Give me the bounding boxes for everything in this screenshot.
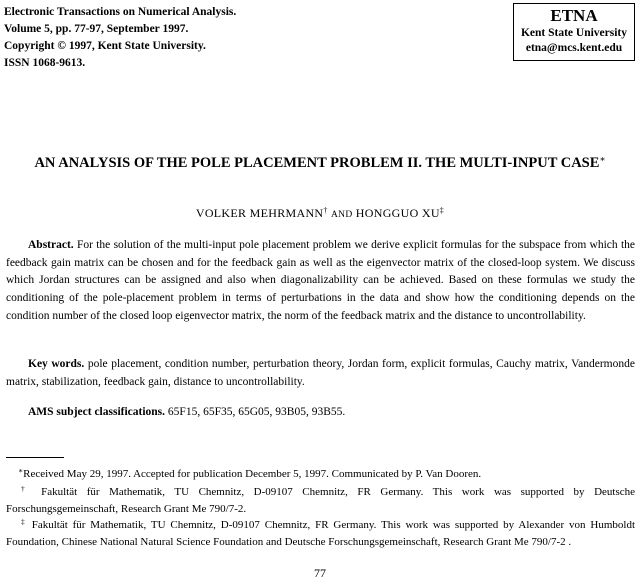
footnote-2-text: Fakultät für Mathematik, TU Chemnitz, D-09107 Chemnitz, FR Germany. This work was supported by Deutsche Forschungsgemeinschaft, Research Grant Me 790/7-2. — [6, 486, 636, 515]
journal-info — [4, 4, 236, 72]
etna-email[interactable]: etna@mcs.kent.edu — [525, 42, 623, 54]
etna-title: ETNA — [550, 6, 598, 25]
author-1-mark: † — [323, 206, 328, 215]
footnote-2-mark: † — [21, 484, 32, 493]
etna-box — [513, 3, 635, 61]
keywords-label: Key words. — [28, 358, 85, 370]
paper-title — [0, 150, 640, 173]
footnote-1-mark: ∗ — [18, 466, 24, 475]
abstract-label: Abstract. — [28, 239, 74, 251]
journal-volume: Volume 5, pp. 77-97, September 1997. — [4, 23, 189, 35]
journal-name: Electronic Transactions on Numerical Analysis. — [4, 6, 237, 18]
paper-title-text: AN ANALYSIS OF THE POLE PLACEMENT PROBLEM II. THE MULTI-INPUT CASE — [34, 155, 600, 171]
etna-university: Kent State University — [520, 27, 628, 39]
author-2: HONGGUO XU — [355, 206, 440, 220]
keywords-text: pole placement, condition number, perturbation theory, Jordan form, explicit formulas, Cauchy matrix, Vandermonde matrix, stabilization, feedback gain, distance to uncontrollability. — [6, 358, 635, 388]
author-and: AND — [331, 210, 353, 220]
page-number: 77 — [314, 566, 326, 580]
ams-label: AMS subject classifications. — [28, 406, 166, 418]
author-2-mark: ‡ — [439, 206, 445, 215]
author-1: VOLKER MEHRMANN — [195, 206, 324, 220]
abstract-text: For the solution of the multi-input pole placement problem we derive explicit formulas for the subspace from which the feedback gain matrix can be chosen and for the feedback gain as well as the eigenvector matrix of the closed-loop system. We discuss which Jordan structures can be assigned and also when diagonalizability can be achieved. Based on these formulas we study the conditioning of the pole-placement problem in terms of perturbations in the data and show how the conditioning depends on the condition number of the closed loop eigenvector matrix, the norm of the feedback matrix and the distance to uncontrollability. — [6, 239, 635, 322]
footnote-author-1 — [6, 481, 635, 517]
footnote-received — [6, 463, 635, 483]
keywords — [6, 356, 635, 391]
authors — [0, 206, 640, 221]
footnote-1-text: Received May 29, 1997. Accepted for publication December 5, 1997. Communicated by P. Van Dooren. — [23, 468, 482, 480]
ams-text: 65F15, 65F35, 65G05, 93B05, 93B55. — [167, 406, 346, 418]
journal-issn: ISSN 1068-9613. — [4, 57, 86, 69]
footnote-divider — [6, 457, 64, 458]
footnote-3-text: Fakultät für Mathematik, TU Chemnitz, D-09107 Chemnitz, FR Germany. This work was supported by Alexander von Humboldt Foundation, Chinese National Natural Science Foundation and Deutsche Forschungsgemeinschaft, Research Grant Me 790/7-2 . — [6, 519, 636, 548]
ams-classifications — [28, 404, 628, 422]
footnote-3-mark: ‡ — [21, 517, 27, 526]
footnote-author-2 — [6, 514, 635, 550]
journal-copyright: Copyright © 1997, Kent State University. — [4, 40, 206, 52]
abstract — [6, 237, 635, 326]
title-footnote-mark: ∗ — [599, 154, 606, 164]
